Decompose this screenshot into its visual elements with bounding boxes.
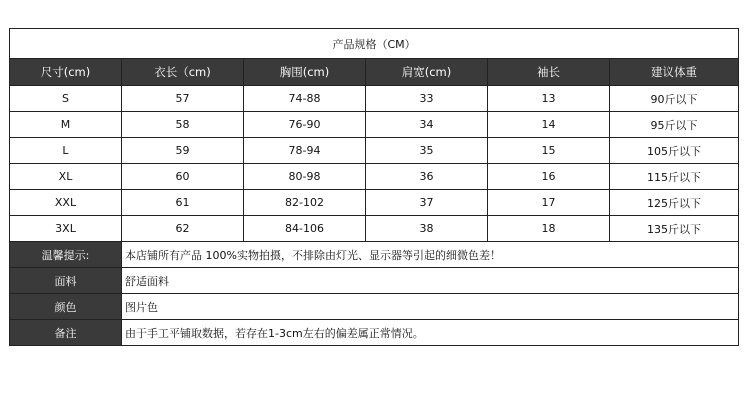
note-row-color xyxy=(10,294,739,320)
table-row xyxy=(10,112,739,138)
table-row xyxy=(10,138,739,164)
cell-sleeve: 15 xyxy=(488,138,610,164)
cell-weight: 90斤以下 xyxy=(610,86,739,112)
cell-sleeve: 16 xyxy=(488,164,610,190)
note-text: 舒适面料 xyxy=(122,268,739,294)
cell-chest: 80-98 xyxy=(244,164,366,190)
cell-chest: 74-88 xyxy=(244,86,366,112)
header-shoulder: 肩宽(cm) xyxy=(366,59,488,86)
cell-chest: 82-102 xyxy=(244,190,366,216)
cell-length: 62 xyxy=(122,216,244,242)
table-row xyxy=(10,164,739,190)
size-table xyxy=(9,28,739,346)
cell-weight: 135斤以下 xyxy=(610,216,739,242)
note-label: 颜色 xyxy=(10,294,122,320)
cell-size: 3XL xyxy=(10,216,122,242)
cell-length: 61 xyxy=(122,190,244,216)
table-title: 产品规格（CM） xyxy=(10,29,739,59)
cell-weight: 105斤以下 xyxy=(610,138,739,164)
cell-sleeve: 13 xyxy=(488,86,610,112)
cell-shoulder: 34 xyxy=(366,112,488,138)
cell-size: S xyxy=(10,86,122,112)
cell-length: 58 xyxy=(122,112,244,138)
table-row xyxy=(10,216,739,242)
cell-sleeve: 18 xyxy=(488,216,610,242)
cell-shoulder: 33 xyxy=(366,86,488,112)
note-text: 由于手工平铺取数据，若存在1-3cm左右的偏差属正常情况。 xyxy=(122,320,739,346)
note-text: 图片色 xyxy=(122,294,739,320)
cell-size: XXL xyxy=(10,190,122,216)
cell-length: 59 xyxy=(122,138,244,164)
cell-size: M xyxy=(10,112,122,138)
table-row xyxy=(10,190,739,216)
cell-length: 60 xyxy=(122,164,244,190)
note-row-fabric xyxy=(10,268,739,294)
note-label: 备注 xyxy=(10,320,122,346)
header-row xyxy=(10,59,739,86)
note-row-remark xyxy=(10,320,739,346)
cell-weight: 115斤以下 xyxy=(610,164,739,190)
cell-weight: 95斤以下 xyxy=(610,112,739,138)
note-label: 面料 xyxy=(10,268,122,294)
note-label: 温馨提示: xyxy=(10,242,122,268)
cell-length: 57 xyxy=(122,86,244,112)
cell-chest: 84-106 xyxy=(244,216,366,242)
size-chart xyxy=(9,28,738,346)
cell-size: L xyxy=(10,138,122,164)
note-text: 本店铺所有产品 100%实物拍摄，不排除由灯光、显示器等引起的细微色差！ xyxy=(122,242,739,268)
header-length: 衣长（cm) xyxy=(122,59,244,86)
cell-size: XL xyxy=(10,164,122,190)
header-sleeve: 袖长 xyxy=(488,59,610,86)
table-row xyxy=(10,86,739,112)
cell-shoulder: 35 xyxy=(366,138,488,164)
cell-chest: 76-90 xyxy=(244,112,366,138)
cell-sleeve: 14 xyxy=(488,112,610,138)
cell-sleeve: 17 xyxy=(488,190,610,216)
cell-shoulder: 37 xyxy=(366,190,488,216)
note-row-tip xyxy=(10,242,739,268)
header-size: 尺寸(cm) xyxy=(10,59,122,86)
header-weight: 建议体重 xyxy=(610,59,739,86)
cell-chest: 78-94 xyxy=(244,138,366,164)
title-row xyxy=(10,29,739,59)
cell-shoulder: 38 xyxy=(366,216,488,242)
cell-weight: 125斤以下 xyxy=(610,190,739,216)
cell-shoulder: 36 xyxy=(366,164,488,190)
header-chest: 胸围(cm) xyxy=(244,59,366,86)
